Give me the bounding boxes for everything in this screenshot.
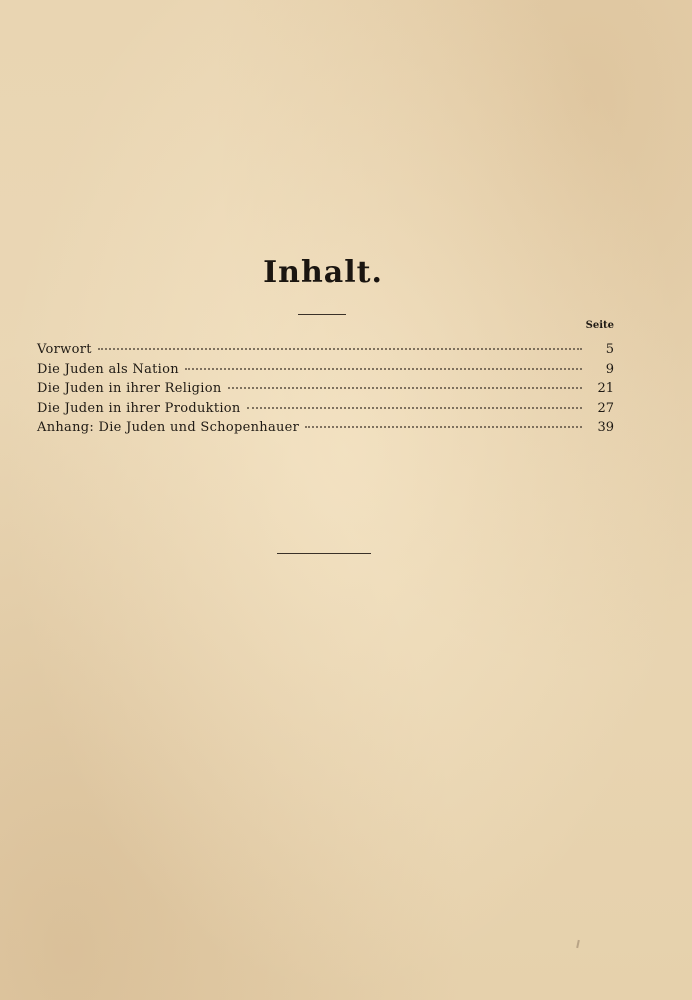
toc-entry-title: Die Juden als Nation [37,361,179,377]
page-column-label: Seite [585,320,614,331]
toc-entry [37,379,614,399]
section-divider [277,553,371,554]
dot-leader [305,426,582,428]
toc-entry-page: 39 [597,420,614,435]
toc-entry [37,399,614,419]
toc-entry-title: Vorwort [37,342,92,357]
dot-leader [98,348,582,350]
toc-entry-page: 9 [605,361,614,377]
toc-entry [37,340,614,360]
toc-entry [37,360,614,380]
title-divider [298,314,346,315]
toc-entry [37,418,614,438]
dot-leader [228,387,582,389]
toc-entry-page: 21 [597,381,614,396]
toc-entry-title: Die Juden in ihrer Produktion [37,400,241,416]
page-title: Inhalt. [263,255,383,290]
toc-entry-title: Die Juden in ihrer Religion [37,381,222,396]
table-of-contents [37,340,614,438]
dot-leader [185,368,582,370]
paper-speck [576,940,580,948]
toc-entry-title: Anhang: Die Juden und Schopenhauer [37,420,300,435]
toc-entry-page: 5 [605,342,614,357]
toc-entry-page: 27 [597,400,614,416]
dot-leader [247,407,582,409]
